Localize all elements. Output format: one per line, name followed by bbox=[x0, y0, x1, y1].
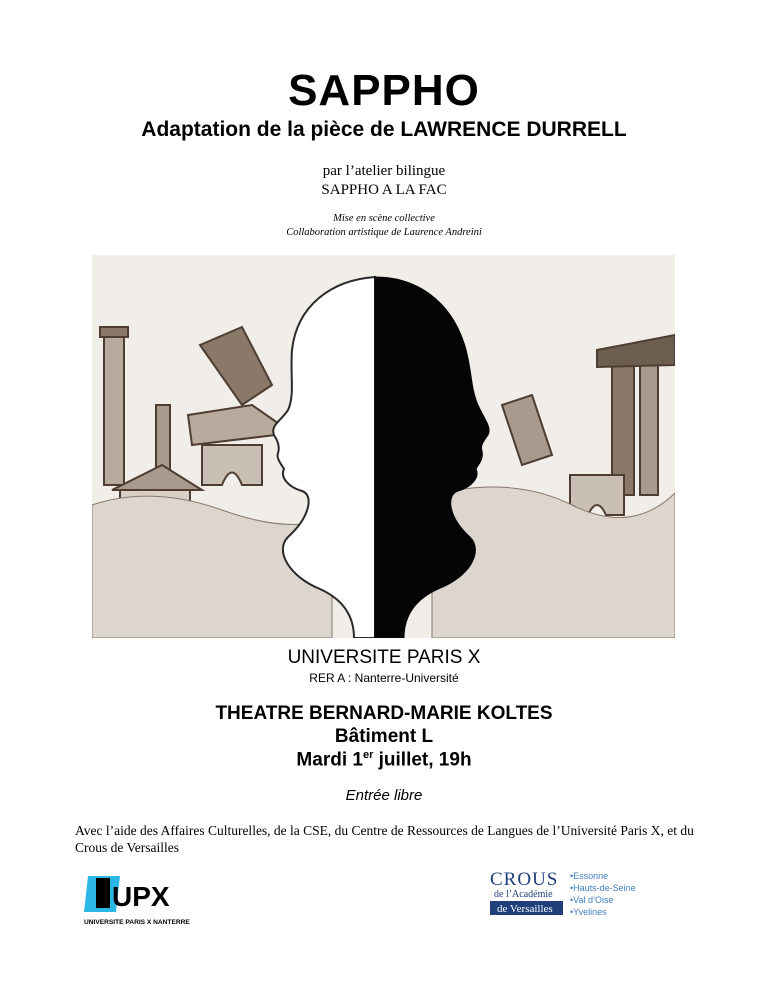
poster-subtitle: Adaptation de la pièce de LAWRENCE DURRELL bbox=[141, 118, 627, 141]
sponsors-credit: Avec l’aide des Affaires Culturelles, de la CSE, du Centre de Ressources de Langues de l’Université Paris X, et du Crous de Versailles bbox=[75, 823, 694, 855]
left-column bbox=[104, 335, 124, 485]
transport-info: RER A : Nanterre-Université bbox=[309, 671, 459, 685]
workshop-line-1: par l’atelier bilingue bbox=[322, 163, 446, 179]
upx-logo-black-block bbox=[96, 878, 110, 908]
crous-logo bbox=[488, 868, 668, 920]
upx-logo-caption: UNIVERSITE PARIS X NANTERRE bbox=[84, 919, 190, 926]
theatre-name: THEATRE BERNARD-MARIE KOLTES bbox=[215, 703, 553, 724]
poster-artwork bbox=[92, 255, 675, 638]
admission-info: Entrée libre bbox=[345, 787, 423, 804]
event-date-prefix: Mardi 1 bbox=[296, 749, 363, 771]
artistic-collaboration-credit: Collaboration artistique de Laurence Andreini bbox=[286, 227, 482, 238]
event-date bbox=[0, 749, 768, 771]
crous-region-hauts-de-seine: •Hauts-de-Seine bbox=[570, 883, 636, 893]
crous-region-essonne: •Essonne bbox=[570, 871, 609, 881]
crous-logo-line3: de Versailles bbox=[497, 903, 553, 915]
right-column-2 bbox=[640, 365, 658, 495]
left-column-capital bbox=[100, 327, 128, 337]
staging-credit: Mise en scène collective bbox=[333, 213, 435, 224]
crous-region-yvelines: •Yvelines bbox=[570, 907, 607, 917]
crous-logo-name: CROUS bbox=[490, 869, 559, 890]
event-date-ordinal: er bbox=[362, 749, 374, 761]
crous-logo-line2: de l’Académie bbox=[494, 889, 553, 900]
workshop-line-2: SAPPHO A LA FAC bbox=[321, 182, 447, 198]
building-name: Bâtiment L bbox=[334, 726, 434, 747]
event-date-suffix: juillet, 19h bbox=[373, 749, 472, 771]
poster-title: SAPPHO bbox=[288, 66, 480, 115]
upx-logo bbox=[82, 872, 192, 928]
university-name: UNIVERSITE PARIS X bbox=[287, 647, 481, 668]
upx-logo-mark: UPX bbox=[112, 881, 170, 912]
crous-region-val-d-oise: •Val d’Oise bbox=[570, 895, 614, 905]
